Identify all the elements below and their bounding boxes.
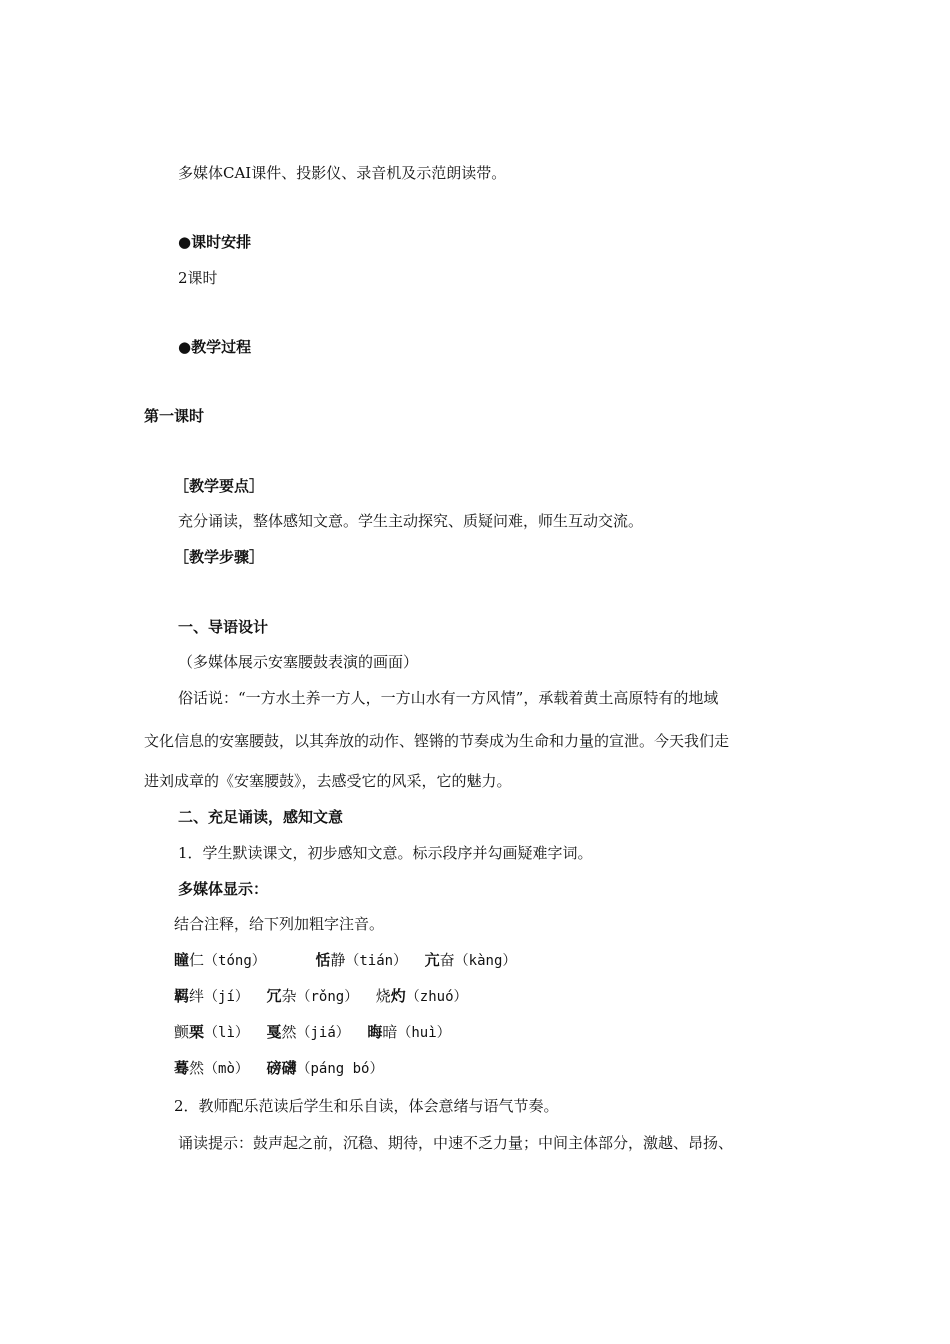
materials-text: 多媒体CAI课件、投影仪、录音机及示范朗读带。 bbox=[178, 164, 507, 182]
schedule-heading: ●课时安排 bbox=[178, 233, 252, 251]
word-row bbox=[174, 1022, 451, 1043]
schedule-value: 2课时 bbox=[178, 269, 218, 287]
word-row bbox=[174, 986, 468, 1007]
word-row bbox=[174, 950, 516, 971]
section1-note: （多媒体展示安塞腰鼓表演的画面） bbox=[178, 653, 419, 671]
media-display-heading: 多媒体显示： bbox=[178, 880, 269, 898]
key-points-text: 充分诵读，整体感知文意。学生主动探究、质疑问难，师生互动交流。 bbox=[178, 512, 644, 530]
word-entry: 晦暗（huì） bbox=[367, 1023, 451, 1041]
word-entry: 磅礴（páng bó） bbox=[266, 1059, 384, 1077]
word-entry: 蓦然（mò） bbox=[174, 1059, 249, 1077]
word-entry: 瞳仁（tóng） bbox=[174, 951, 266, 969]
word-entry: 冗杂（rǒng） bbox=[266, 987, 359, 1005]
annotation-instruction: 结合注释，给下列加粗字注音。 bbox=[174, 915, 385, 933]
key-points-heading: ［教学要点］ bbox=[174, 477, 265, 495]
lesson-title: 第一课时 bbox=[144, 407, 205, 425]
section1-paragraph-line1: 俗话说：“一方水土养一方人，一方山水有一方风情”，承载着黄土高原特有的地域 bbox=[178, 689, 719, 707]
word-entry: 亢奋（kàng） bbox=[424, 951, 517, 969]
word-row bbox=[174, 1058, 383, 1079]
word-entry: 烧灼（zhuó） bbox=[375, 987, 468, 1005]
word-entry: 羁绊（jí） bbox=[174, 987, 249, 1005]
word-entry: 恬静（tián） bbox=[315, 951, 408, 969]
section1-paragraph-line3: 进刘成章的《安塞腰鼓》，去感受它的风采，它的魅力。 bbox=[144, 772, 512, 790]
reading-tips: 诵读提示：鼓声起之前，沉稳、期待，中速不乏力量；中间主体部分，激越、昂扬、 bbox=[178, 1134, 734, 1152]
section2-item1: 1．学生默读课文，初步感知文意。标示段序并勾画疑难字词。 bbox=[178, 844, 593, 862]
word-entry: 颤栗（lì） bbox=[174, 1023, 249, 1041]
steps-heading: ［教学步骤］ bbox=[174, 548, 265, 566]
section1-heading: 一、导语设计 bbox=[178, 618, 269, 636]
word-entry: 戛然（jiá） bbox=[266, 1023, 350, 1041]
section1-paragraph-line2: 文化信息的安塞腰鼓，以其奔放的动作、铿锵的节奏成为生命和力量的宣泄。今天我们走 bbox=[144, 732, 730, 750]
section2-item2: 2．教师配乐范读后学生和乐自读，体会意绪与语气节奏。 bbox=[174, 1097, 559, 1115]
process-heading: ●教学过程 bbox=[178, 338, 252, 356]
section2-heading: 二、充足诵读，感知文意 bbox=[178, 808, 344, 826]
